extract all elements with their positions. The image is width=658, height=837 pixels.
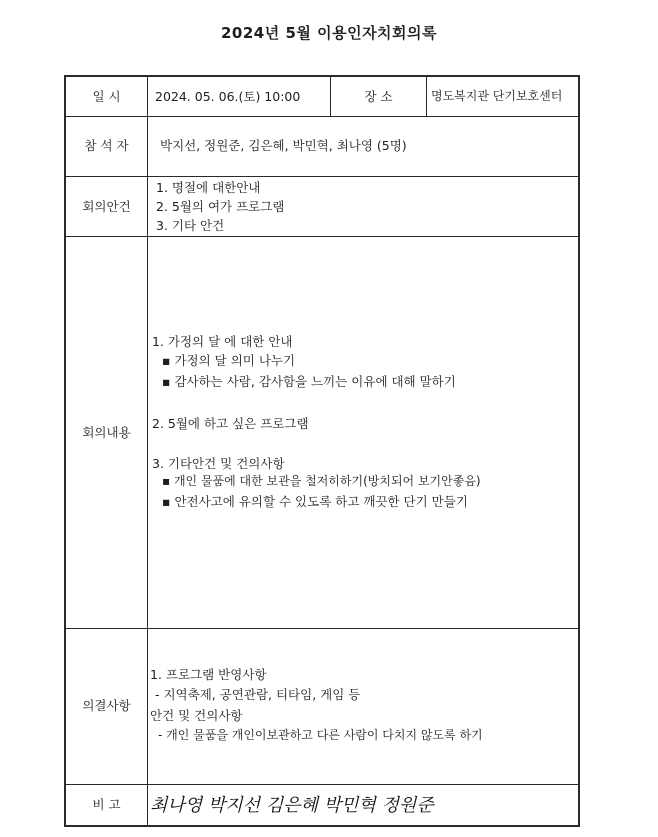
content-label: 회의내용 — [82, 425, 131, 440]
place-label: 장 소 — [364, 89, 393, 104]
agenda-item: 3. 기타 안건 — [156, 218, 225, 233]
attendees-value: 박지선, 정원준, 김은혜, 박민혁, 최나영 (5명) — [160, 138, 407, 153]
decision-line: 1. 프로그램 반영사항 — [150, 667, 267, 682]
content-line: ▪ 개인 물품에 대한 보관을 철저히하기(방치되어 보기안좋음) — [162, 474, 481, 488]
content-line: 2. 5월에 하고 싶은 프로그램 — [152, 416, 309, 431]
row-divider — [64, 116, 580, 117]
document-title: 2024년 5월 이용인자치회의록 — [220, 24, 438, 42]
content-line: ▪ 가정의 달 의미 나누기 — [162, 353, 296, 368]
attendees-label: 참 석 자 — [84, 138, 129, 153]
date-label: 일 시 — [92, 89, 121, 104]
row-divider — [64, 176, 580, 177]
place-label-divider — [426, 75, 427, 116]
agenda-item: 2. 5월의 여가 프로그램 — [156, 199, 285, 214]
place-value: 명도복지관 단기보호센터 — [431, 89, 563, 103]
agenda-item: 1. 명절에 대한안내 — [156, 180, 261, 195]
row-divider — [64, 236, 580, 237]
decision-label: 의결사항 — [82, 698, 131, 713]
remarks-label: 비 고 — [92, 797, 121, 812]
agenda-label: 회의안건 — [82, 199, 131, 214]
content-line: ▪ 안전사고에 유의할 수 있도록 하고 깨끗한 단기 만들기 — [162, 494, 468, 509]
decision-line: - 개인 물품을 개인이보관하고 다른 사람이 다치지 않도록 하기 — [158, 728, 483, 742]
content-line: 1. 가정의 달 에 대한 안내 — [152, 334, 293, 349]
date-value: 2024. 05. 06.(토) 10:00 — [155, 89, 301, 104]
table-border-right — [578, 75, 580, 827]
row-divider — [64, 628, 580, 629]
row-divider — [64, 784, 580, 785]
table-border-top — [64, 75, 580, 77]
table-border-left — [64, 75, 66, 827]
content-line: 3. 기타안건 및 건의사항 — [152, 456, 285, 471]
table-border-bottom — [64, 825, 580, 827]
content-line: ▪ 감사하는 사람, 감사함을 느끼는 이유에 대해 말하기 — [162, 374, 456, 389]
decision-line: 안건 및 건의사항 — [150, 708, 243, 723]
label-column-divider — [147, 75, 148, 826]
decision-line: - 지역축제, 공연관람, 티타임, 게임 등 — [155, 687, 361, 702]
handwritten-signatures: 최나영 박지선 김은혜 박민혁 정원준 — [150, 795, 434, 816]
